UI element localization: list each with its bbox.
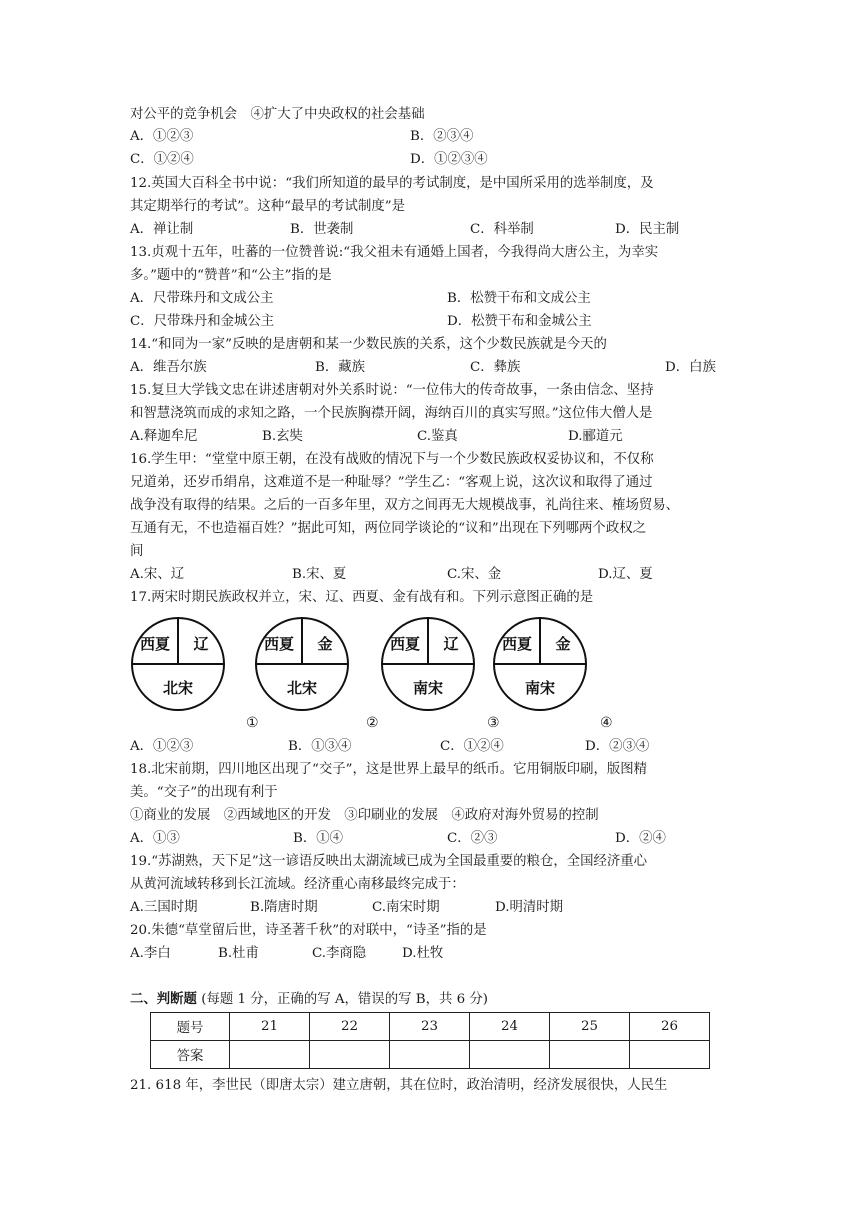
q14-option-c: C．彝族: [470, 360, 521, 375]
diagram-4: [494, 618, 586, 710]
q19-option-b: B.隋唐时期: [250, 900, 318, 915]
q18-text-1: 18.北宋前期，四川地区出现了“交子”，这是世界上最早的纸币。它用铜版印刷，版图精: [130, 762, 648, 777]
answer-table-number: 26: [630, 1013, 710, 1041]
q20-option-c: C.李商隐: [312, 946, 367, 961]
answer-table-number: 24: [470, 1013, 550, 1041]
diagram-4-number: ④: [600, 715, 613, 731]
q17-diagrams: [130, 614, 600, 714]
q19-option-c: C.南宋时期: [372, 900, 440, 915]
q15-option-d: D.郦道元: [568, 429, 623, 444]
diagram-3-left: 西夏: [389, 635, 421, 653]
q20-option-b: B.杜甫: [218, 946, 259, 961]
section-2-title: 二、判断题: [130, 991, 197, 1007]
q12-option-c: C．科举制: [470, 222, 534, 237]
answer-table-answer-row: [151, 1041, 710, 1069]
answer-cell-22[interactable]: [310, 1041, 390, 1069]
q17-option-a: A．①②③: [130, 739, 194, 754]
diagram-1-right: 辽: [193, 635, 209, 653]
answer-cell-24[interactable]: [470, 1041, 550, 1069]
answer-table-number: 21: [230, 1013, 310, 1041]
q13-text-2: 多。”题中的“赞普”和“公主”指的是: [130, 268, 332, 283]
q12-text-1: 12.英国大百科全书中说：“我们所知道的最早的考试制度，是中国所采用的选举制度，及: [130, 176, 654, 191]
answer-table-number: 23: [390, 1013, 470, 1041]
q15-option-b: B.玄奘: [262, 429, 303, 444]
q17-option-d: D．②③④: [585, 739, 650, 754]
q20-text-1: 20.朱德“草堂留后世，诗圣著千秋”的对联中，“诗圣”指的是: [130, 923, 487, 938]
q12-option-d: D．民主制: [615, 222, 680, 237]
q18-text-3: ①商业的发展 ②西域地区的开发 ③印刷业的发展 ④政府对海外贸易的控制: [130, 808, 599, 823]
q15-text-1: 15.复旦大学钱文忠在讲述唐朝对外关系时说：“一位伟大的传奇故事，一条由信念、坚持: [130, 383, 654, 398]
q11-option-b: B．②③④: [410, 129, 474, 144]
answer-table-label-answer: 答案: [151, 1041, 230, 1069]
q12-text-2: 其定期举行的考试”。这种“最早的考试制度”是: [130, 199, 405, 214]
diagram-1: [132, 618, 224, 710]
q19-option-a: A.三国时期: [130, 900, 198, 915]
q17-option-b: B．①③④: [288, 739, 352, 754]
answer-cell-21[interactable]: [230, 1041, 310, 1069]
q16-text-1: 16.学生甲：“堂堂中原王朝，在没有战败的情况下与一个少数民族政权妥协议和，不仅称: [130, 452, 654, 467]
q13-option-a: A．尺带珠丹和文成公主: [130, 291, 274, 306]
q16-option-a: A.宋、辽: [130, 567, 185, 582]
q13-text-1: 13.贞观十五年，吐蕃的一位赞普说:“我父祖未有通婚上国者，今我得尚大唐公主，为幸实: [130, 245, 659, 260]
answer-cell-25[interactable]: [550, 1041, 630, 1069]
answer-table: [150, 1012, 710, 1069]
q17-text-1: 17.两宋时期民族政权并立，宋、辽、西夏、金有战有和。下列示意图正确的是: [130, 590, 594, 605]
diagram-3-right: 辽: [443, 635, 459, 653]
section-2-note: (每题 1 分，正确的写 A，错误的写 B，共 6 分): [201, 992, 489, 1007]
diagram-1-bottom: 北宋: [162, 679, 194, 697]
q13-option-b: B．松赞干布和文成公主: [447, 291, 591, 306]
q12-option-b: B．世袭制: [290, 222, 354, 237]
q11-option-d: D．①②③④: [410, 152, 488, 167]
answer-cell-26[interactable]: [630, 1041, 710, 1069]
diagram-3: [382, 618, 474, 710]
diagram-3-number: ③: [487, 715, 500, 731]
q16-text-2: 兄道弟，还岁币绢帛，这难道不是一种耻辱？”学生乙：“客观上说，这次议和取得了通过: [130, 475, 653, 490]
diagram-2: [256, 618, 348, 710]
answer-table-header-row: [151, 1013, 710, 1041]
diagram-4-left: 西夏: [501, 635, 533, 653]
q16-text-5: 间: [130, 544, 144, 559]
answer-table-number: 25: [550, 1013, 630, 1041]
q11-option-c: C．①②④: [130, 152, 194, 167]
answer-table-number: 22: [310, 1013, 390, 1041]
q16-text-3: 战争没有取得的结果。之后的一百多年里，双方之间再无大规模战事，礼尚往来、榷场贸易、: [130, 498, 680, 513]
q15-option-a: A.释迦牟尼: [130, 429, 198, 444]
q14-option-d: D．白族: [665, 360, 716, 375]
q11-text-tail: 对公平的竞争机会 ④扩大了中央政权的社会基础: [130, 107, 425, 122]
q18-option-c: C．②③: [447, 831, 498, 846]
diagram-1-left: 西夏: [139, 635, 171, 653]
q16-option-d: D.辽、夏: [598, 567, 653, 582]
diagram-4-right: 金: [555, 635, 571, 653]
q19-text-1: 19.“苏湖熟，天下足”这一谚语反映出太湖流域已成为全国最重要的粮仓，全国经济重心: [130, 854, 648, 869]
answer-cell-23[interactable]: [390, 1041, 470, 1069]
diagram-2-number: ②: [366, 715, 379, 731]
q19-option-d: D.明清时期: [495, 900, 564, 915]
q13-option-c: C．尺带珠丹和金城公主: [130, 314, 275, 329]
q14-option-a: A．维吾尔族: [130, 360, 207, 375]
q13-option-d: D．松赞干布和金城公主: [447, 314, 592, 329]
q14-text-1: 14.“和同为一家”反映的是唐朝和某一少数民族的关系，这个少数民族就是今天的: [130, 337, 607, 352]
q18-option-b: B．①④: [293, 831, 344, 846]
q15-text-2: 和智慧浇筑而成的求知之路，一个民族胸襟开阔，海纳百川的真实写照。”这位伟大僧人是: [130, 406, 653, 421]
diagram-3-bottom: 南宋: [412, 679, 444, 697]
diagram-4-bottom: 南宋: [524, 679, 556, 697]
q16-option-b: B.宋、夏: [292, 567, 347, 582]
diagram-2-bottom: 北宋: [286, 679, 318, 697]
answer-table-label-number: 题号: [151, 1013, 230, 1041]
q19-text-2: 从黄河流域转移到长江流域。经济重心南移最终完成于：: [130, 877, 465, 892]
q21-text-1: 21. 618 年，李世民（即唐太宗）建立唐朝，其在位时，政治清明，经济发展很快，人民生: [130, 1078, 668, 1093]
q15-option-c: C.鉴真: [417, 429, 458, 444]
q16-text-4: 互通有无，不也造福百姓？”据此可知，两位同学谈论的“议和”出现在下列哪两个政权之: [130, 521, 646, 536]
q20-option-a: A.李白: [130, 946, 171, 961]
q12-option-a: A．禅让制: [130, 222, 194, 237]
q20-option-d: D.杜牧: [402, 946, 444, 961]
q14-option-b: B．藏族: [315, 360, 366, 375]
q17-option-c: C．①②④: [440, 739, 504, 754]
q18-option-d: D．②④: [615, 831, 666, 846]
q16-option-c: C.宋、金: [447, 567, 502, 582]
q18-option-a: A．①③: [130, 831, 180, 846]
q11-option-a: A．①②③: [130, 129, 194, 144]
diagram-1-number: ①: [246, 715, 259, 731]
section-2-heading: [130, 990, 488, 1009]
diagram-2-left: 西夏: [263, 635, 295, 653]
q18-text-2: 美。“交子”的出现有利于: [130, 785, 278, 800]
diagram-2-right: 金: [317, 635, 333, 653]
